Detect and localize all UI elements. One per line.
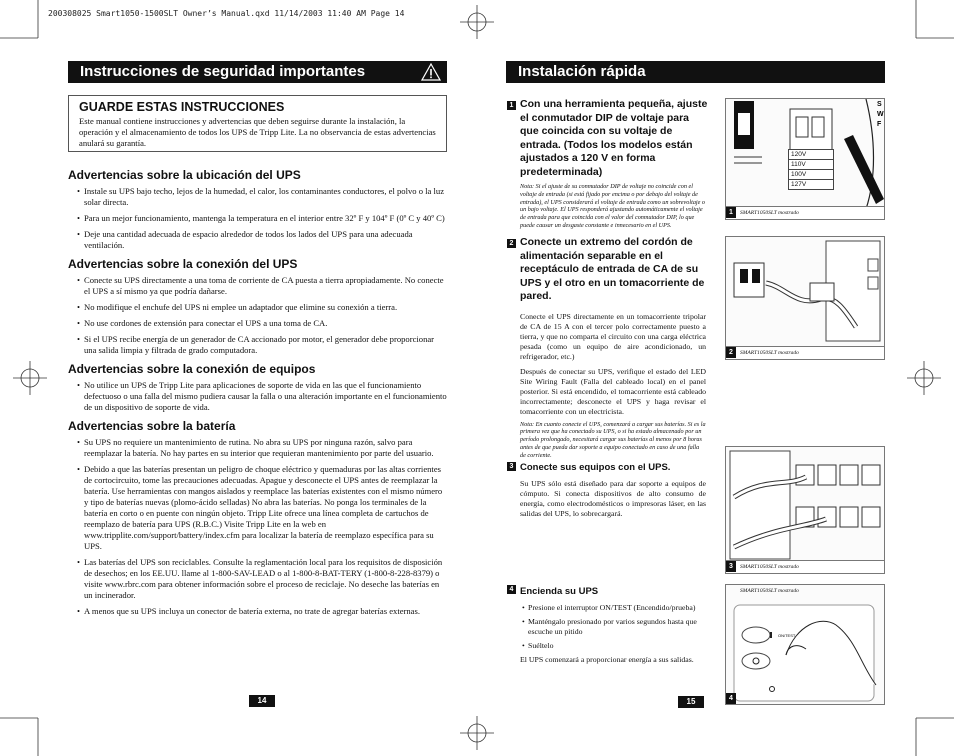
warning-triangle-icon — [421, 63, 441, 81]
step-body: Conecte el UPS directamente en un tomacorriente tripolar de CA de 15 A con el tercer polo correctamente puesto a tierra, y que no comparta el circuito con una carga eléctrica pesada (como un equipo de aire acondicionado, un refrigerador, etc.) — [520, 311, 706, 361]
step-2 — [520, 236, 706, 459]
list-item: • Suéltelo — [520, 641, 706, 651]
section-location — [68, 168, 447, 251]
step-heading: Con una herramienta pequeña, ajuste el conmutador DIP de voltaje para que coincida con su voltaje de entrada. (Todos los modelos están ajustados a 120 V en forma predeterminada) — [520, 98, 708, 178]
fig1-partial-letter: F — [877, 121, 882, 128]
figure-1-dip-switch — [725, 98, 885, 220]
fig1-partial-letter: S — [877, 101, 882, 108]
page-title: Instrucciones de seguridad importantes — [80, 63, 366, 80]
section-heading: Advertencias sobre la conexión de equipos — [68, 362, 316, 376]
list-item: • Para un mejor funcionamiento, mantenga la temperatura en el interior entre 32º F y 104º F (0º C y 40º C) — [68, 213, 447, 224]
figure-caption-top: SMART1050SLT mostrado — [740, 588, 799, 594]
list-item: • Presione el interruptor ON/TEST (Encendido/prueba) — [520, 603, 706, 613]
dip-label: 127V — [791, 181, 807, 188]
fig1-partial-letter: W — [877, 111, 884, 118]
step-heading: Encienda su UPS — [520, 586, 599, 597]
dip-labels — [788, 149, 834, 190]
section-heading: Advertencias sobre la conexión del UPS — [68, 257, 298, 271]
step-body: Su UPS sólo está diseñado para dar soporte a equipos de cómputo. Si conecta dispositivos de alto consumo de energía, como electrodomésticos o impresoras láser, en las salidas del UPS, lo sobrecargará. — [520, 478, 706, 518]
list-item: • Manténgalo presionado por varios segundos hasta que escuche un pitido — [520, 617, 706, 637]
list-item: • Las baterías del UPS son reciclables. Consulte la reglamentación local para los requisitos de disposición de desechos; en los EE.UU. llame al 1-800-SAV-LEAD o al 1-800-8-BAT-TERY (1-800-8-228-8379) o visite www.rbrc.com para obtener información sobre el proceso de reciclaje. No deseche las baterías en un incinerador. — [68, 557, 447, 601]
list-item: • Debido a que las baterías presentan un peligro de choque eléctrico y quemaduras por las altas corrientes de cortocircuito, tome las precauciones adecuadas. Apague y desconecte el UPS antes de reemplazar la batería. Use herramientas con mangos aislados y reemplace las baterías existentes con el mismo número y tipo de baterías nuevas (plomo-ácido selladas) No abra las baterías. No ponga los terminales de la batería en corto o en puente con ningún objeto. Tripp Lite ofrece una línea completa de cartuchos de reemplazo de batería para UPS (R.B.C.) Visite Tripp Lite en la web en www.tripplite.com/support/battery/index.cfm para localizar la batería de reemplazo específica para su UPS. — [68, 464, 447, 552]
dip-label: 120V — [789, 150, 833, 160]
figure-3-equipment — [725, 446, 885, 574]
box-body: Este manual contiene instrucciones y advertencias que deben seguirse durante la instalación, la operación y el almacenamiento de todos los UPS de Tripp Lite. La no observancia de estas advertencias anulará su garantía. — [79, 116, 436, 148]
figure-2-power-cord — [725, 236, 885, 360]
page-number-left: 14 — [249, 695, 275, 707]
section-ups-connection — [68, 257, 447, 356]
section-heading: Advertencias sobre la ubicación del UPS — [68, 168, 301, 182]
step-1 — [520, 98, 708, 230]
list-item: • Deje una cantidad adecuada de espacio alrededor de todos los lados del UPS para una adecuada ventilación. — [68, 229, 447, 251]
step-number-2: 2 — [507, 239, 516, 248]
figure-4-power-on — [725, 584, 885, 705]
power-button-illustration — [726, 585, 885, 705]
step-heading: Conecte un extremo del cordón de alimentación separable en el receptáculo de entrada de CA de su UPS y el otro en un tomacorriente de pared. — [520, 236, 705, 302]
equipment-connection-illustration — [726, 447, 885, 563]
list-item: • Si el UPS recibe energía de un generador de CA accionado por motor, el generador debe proporcionar una salida limpia y filtrada de grado computadora. — [68, 334, 447, 356]
quick-install-title-bar — [506, 61, 885, 83]
save-instructions-box — [68, 95, 447, 152]
print-slug: 200308025 Smart1050-1500SLT Owner’s Manual.qxd 11/14/2003 11:40 AM Page 14 — [48, 9, 405, 18]
dip-label: 100V — [789, 170, 833, 180]
box-title: GUARDE ESTAS INSTRUCCIONES — [79, 100, 285, 114]
list-item: • No utilice un UPS de Tripp Lite para aplicaciones de soporte de vida en las que el funcionamiento defectuoso o una falla del mismo pudiera causar la falla o una alteración importante en el funcionamiento de un dispositivo de soporte de vida. — [68, 380, 447, 413]
section-battery — [68, 419, 447, 617]
step-note: Nota: Si el ajuste de su conmutador DIP de voltaje no coincide con el voltaje de entrada (si está fijado por encima o por debajo del voltaje de entrada), el UPS considerará el voltaje de entrada como un sobrevoltaje o un bajo voltaje. El UPS responderá ajustando automáticamente el voltaje de entrada para que coincida con el valor del conmutador DIP, lo que puede causar un desgaste constante e innecesario en el UPS. — [520, 183, 706, 229]
dip-label: 110V — [789, 160, 833, 170]
list-item: • A menos que su UPS incluya un conector de batería externa, no trate de agregar baterías externas. — [68, 606, 447, 617]
safety-title-bar — [68, 61, 447, 83]
step-note: Nota: En cuanto conecte el UPS, comenzará a cargar sus baterías. Si es la primera vez que ha conectado su UPS, o si ha estado almacenado por un período prolongado, necesitará cargar sus baterías al menos por 8 horas antes de que pueda dar soporte a equipo conectado en caso de una falla de corriente. — [520, 420, 706, 459]
step-body: El UPS comenzará a proporcionar energía a sus salidas. — [520, 654, 694, 664]
step-4 — [520, 585, 706, 665]
step-number-4: 4 — [507, 585, 516, 594]
step-body: Después de conectar su UPS, verifique el estado del LED Site Wiring Fault (Falla del cableado local) en el panel posterior. Si está encendido, el tomacorriente está cableado incorrectamente; desconecte el UPS y haga revisar el tomacorriente con un electricista. — [520, 366, 706, 416]
list-item: • Su UPS no requiere un mantenimiento de rutina. No abra su UPS por ninguna razón, salvo para reemplazar la batería. No hay partes en su interior que requieran mantenimiento por parte del usuario. — [68, 437, 447, 459]
page-title: Instalación rápida — [518, 63, 646, 80]
page-number-right: 15 — [678, 696, 704, 708]
figure-caption: 3 SMART1050SLT mostrado — [726, 560, 884, 573]
figure-caption: 1 SMART1050SLT mostrado — [726, 206, 884, 219]
list-item: • Conecte su UPS directamente a una toma de corriente de CA puesta a tierra apropiadamente. No conecte el UPS a sí mismo ya que podría dañarse. — [68, 275, 447, 297]
figure-number-4: 4 — [726, 693, 736, 704]
section-equipment-connection — [68, 362, 447, 413]
list-item: • No use cordones de extensión para conectar el UPS a una toma de CA. — [68, 318, 447, 329]
power-cord-illustration — [726, 237, 885, 349]
section-heading: Advertencias sobre la batería — [68, 419, 236, 433]
step-heading: Conecte sus equipos con el UPS. — [520, 462, 671, 473]
step-number-3: 3 — [507, 462, 516, 471]
figure-caption: 2 SMART1050SLT mostrado — [726, 346, 884, 359]
list-item: • No modifique el enchufe del UPS ni emplee un adaptador que elimine su conexión a tierra. — [68, 302, 447, 313]
list-item: • Instale su UPS bajo techo, lejos de la humedad, el calor, los contaminantes conductores, el polvo o la luz solar directa. — [68, 186, 447, 208]
fig4-button-label: ON/TEST — [778, 633, 796, 638]
warning-sections — [68, 168, 447, 622]
step-number-1: 1 — [507, 101, 516, 110]
step-3 — [520, 461, 706, 519]
